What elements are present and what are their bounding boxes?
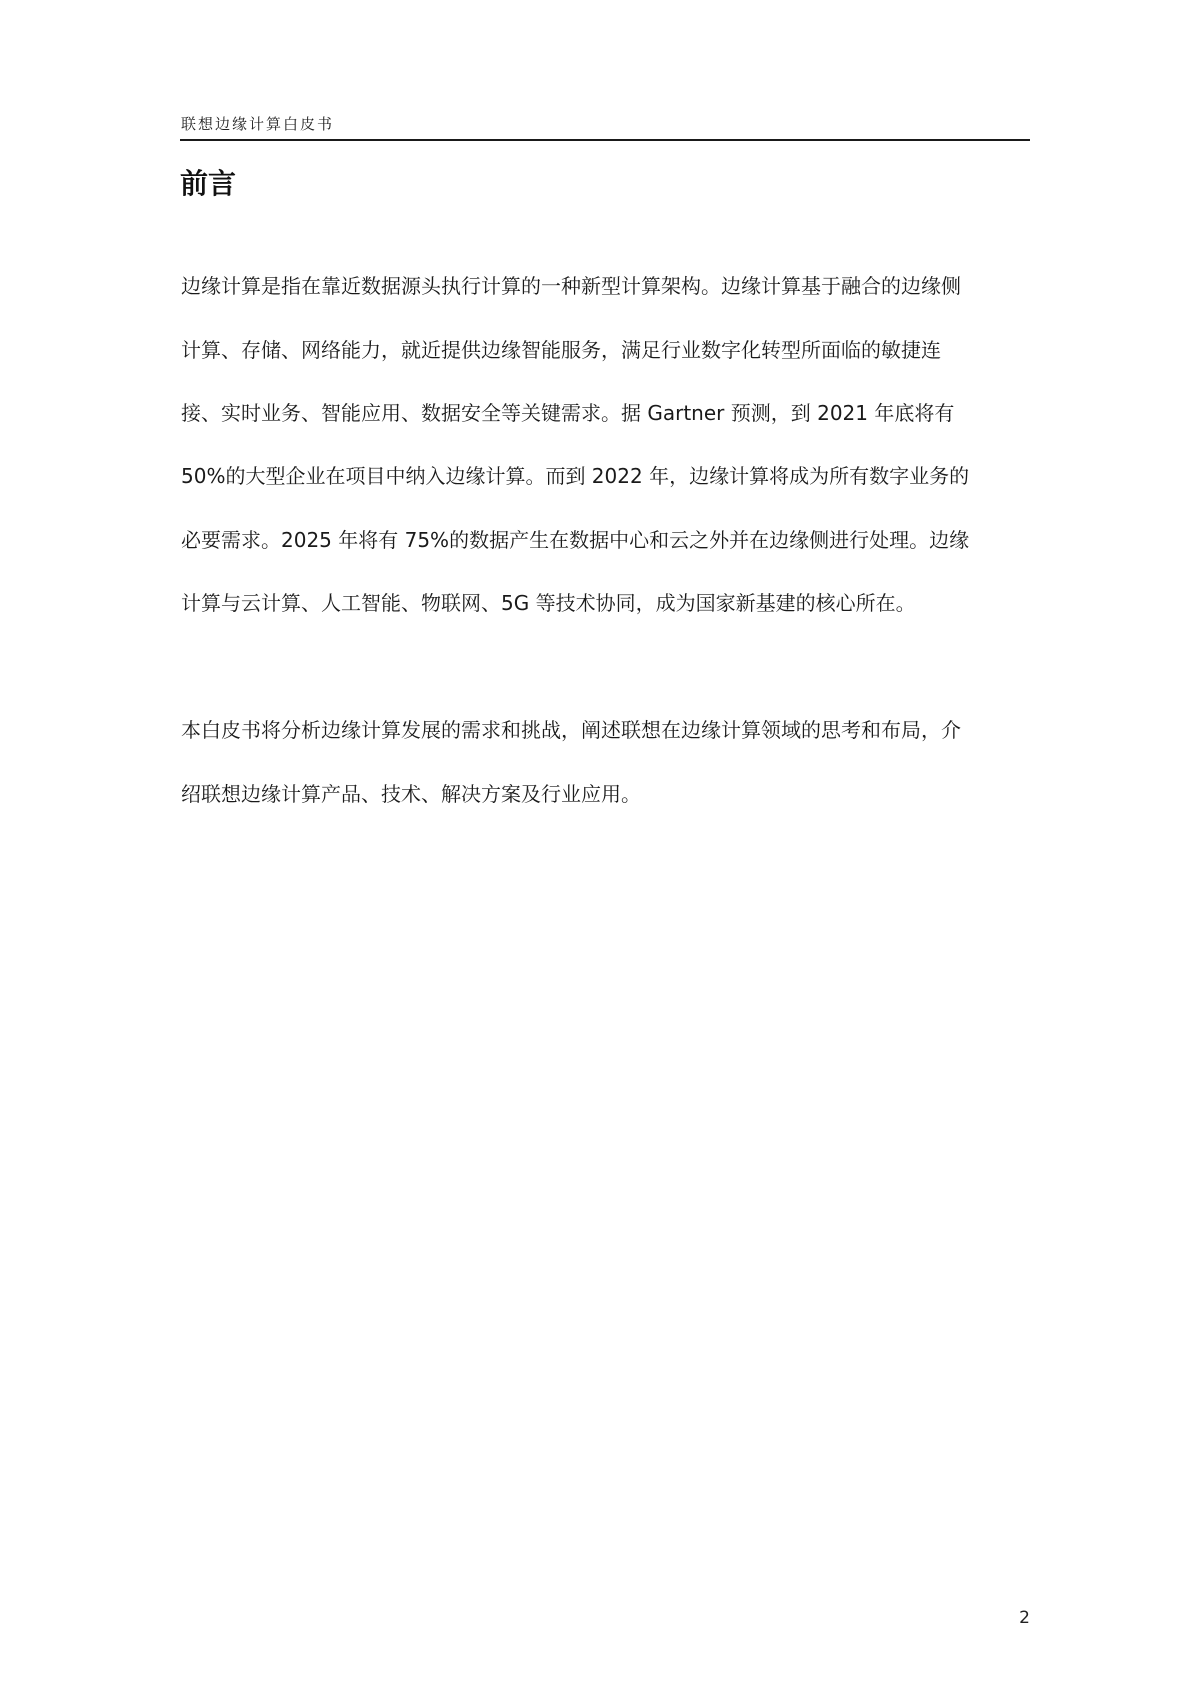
paragraph-line: 边缘计算是指在靠近数据源头执行计算的一种新型计算架构。边缘计算基于融合的边缘侧 <box>181 274 961 298</box>
paragraph-line: 50%的大型企业在项目中纳入边缘计算。而到 2022 年，边缘计算将成为所有数字业务的 <box>181 464 970 488</box>
paragraph-line: 必要需求。2025 年将有 75%的数据产生在数据中心和云之外并在边缘侧进行处理。边缘 <box>181 528 970 552</box>
page-number: 2 <box>1019 1608 1030 1628</box>
paragraph-line: 本白皮书将分析边缘计算发展的需求和挑战，阐述联想在边缘计算领域的思考和布局，介 <box>181 718 961 742</box>
paragraph-line: 绍联想边缘计算产品、技术、解决方案及行业应用。 <box>181 782 641 806</box>
section-title: 前言 <box>180 167 237 200</box>
paragraph-line: 计算、存储、网络能力，就近提供边缘智能服务，满足行业数字化转型所面临的敏捷连 <box>181 338 941 362</box>
header-divider <box>180 139 1030 141</box>
running-header-title: 联想边缘计算白皮书 <box>181 115 335 133</box>
paragraph-line: 计算与云计算、人工智能、物联网、5G 等技术协同，成为国家新基建的核心所在。 <box>181 591 916 615</box>
paragraph-line: 接、实时业务、智能应用、数据安全等关键需求。据 Gartner 预测，到 2021 年底将有 <box>181 401 955 425</box>
